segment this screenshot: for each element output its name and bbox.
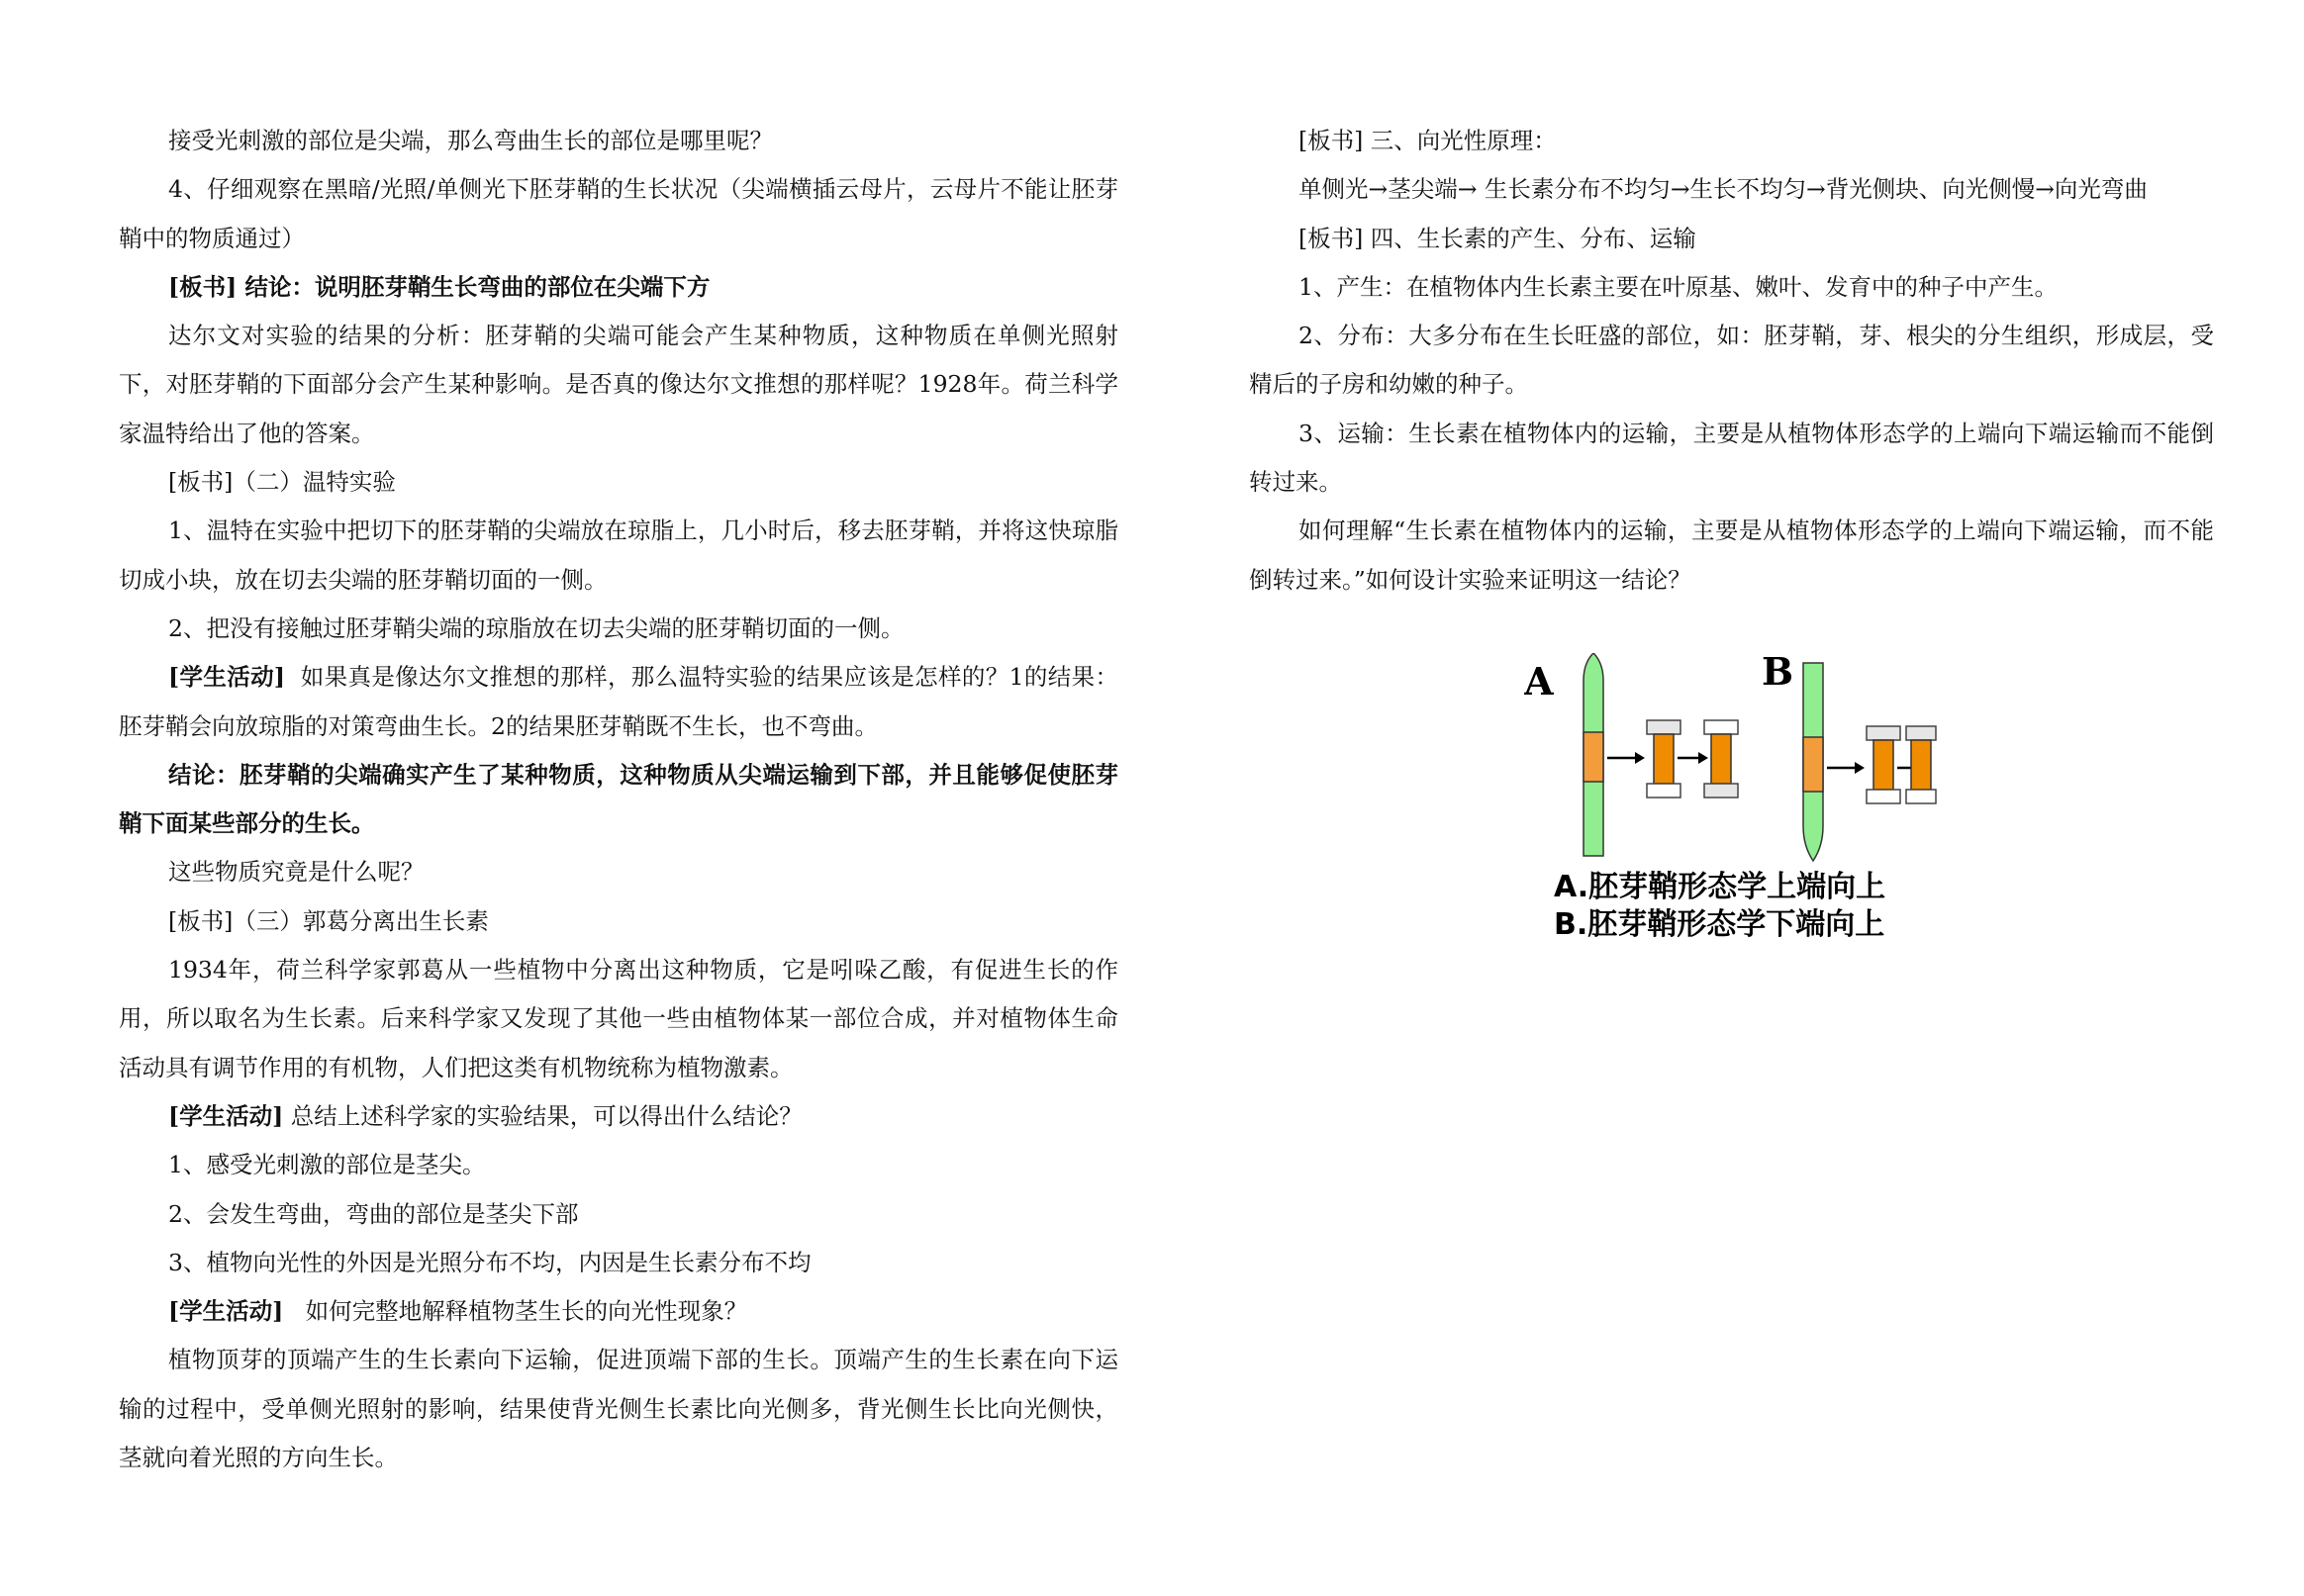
student-activity-paragraph bbox=[119, 1287, 1118, 1336]
label-a: A bbox=[1524, 659, 1554, 704]
conclusion-paragraph: 结论：胚芽鞘的尖端确实产生了某种物质，这种物质从尖端运输到下部，并且能够促使胚芽鞘下面某些部分的生长。 bbox=[119, 760, 1118, 838]
activity-tag: [学生活动] bbox=[168, 1101, 284, 1130]
auxin-transport-figure bbox=[1524, 653, 1940, 950]
right-column bbox=[1249, 117, 2214, 605]
activity-text: 如果真是像达尔文推想的那样，那么温特实验的结果应该是怎样的？1的结果：胚芽鞘会向放琼脂的对策弯曲生长。2的结果胚芽鞘既不生长，也不弯曲。 bbox=[119, 663, 1118, 740]
segment-a bbox=[1584, 732, 1603, 782]
conclusion-text: 结论：说明胚芽鞘生长弯曲的部位在尖端下方 bbox=[244, 272, 711, 301]
paragraph: 3、运输：生长素在植物体内的运输，主要是从植物体形态学的上端向下端运输而不能倒转过来。 bbox=[1249, 419, 2214, 497]
paragraph: 达尔文对实验的结果的分析：胚芽鞘的尖端可能会产生某种物质，这种物质在单侧光照射下，对胚芽鞘的下面部分会产生某种影响。是否真的像达尔文推想的那样呢？1928年。荷兰科学家温特给出了他的答案。 bbox=[119, 322, 1118, 447]
block-b2 bbox=[1911, 740, 1931, 790]
student-activity-paragraph bbox=[119, 1092, 1118, 1141]
block-b1 bbox=[1873, 740, 1893, 790]
paragraph: 2、把没有接触过胚芽鞘尖端的琼脂放在切去尖端的胚芽鞘切面的一侧。 bbox=[168, 613, 905, 642]
label-b: B bbox=[1762, 653, 1794, 694]
conclusion-paragraph bbox=[119, 263, 1118, 312]
agar-top-b1 bbox=[1867, 726, 1900, 740]
caption-b: B.胚芽鞘形态学下端向上 bbox=[1554, 907, 1885, 942]
activity-text: 总结上述科学家的实验结果，可以得出什么结论？ bbox=[290, 1101, 803, 1130]
figure-svg bbox=[1524, 653, 1940, 950]
paragraph: 1、产生：在植物体内生长素主要在叶原基、嫩叶、发育中的种子中产生。 bbox=[1298, 272, 2058, 301]
list-item: 1、感受光刺激的部位是茎尖。 bbox=[168, 1151, 486, 1179]
section-heading: [板书] 四、生长素的产生、分布、运输 bbox=[1298, 224, 1696, 252]
block-a2 bbox=[1711, 734, 1731, 784]
paragraph: 1934年，荷兰科学家郭葛从一些植物中分离出这种物质，它是吲哚乙酸，有促进生长的作用，所以取名为生长素。后来科学家又发现了其他一些由植物体某一部位合成，并对植物体生命活动具有调节作用的有机物，人们把这类有机物统称为植物激素。 bbox=[119, 956, 1118, 1081]
paragraph: 1、温特在实验中把切下的胚芽鞘的尖端放在琼脂上，几小时后，移去胚芽鞘，并将这快琼脂切成小块，放在切去尖端的胚芽鞘切面的一侧。 bbox=[119, 516, 1118, 594]
block-a1 bbox=[1654, 734, 1674, 784]
caption-a: A.胚芽鞘形态学上端向上 bbox=[1554, 870, 1886, 904]
paragraph: 这些物质究竟是什么呢？ bbox=[168, 858, 425, 887]
arrowhead-a1 bbox=[1635, 752, 1645, 764]
section-heading: [板书] 三、向光性原理： bbox=[1298, 127, 1557, 154]
agar-top-a1 bbox=[1647, 720, 1680, 734]
agar-bottom-b1 bbox=[1867, 790, 1900, 803]
section-heading: [板书]（三）郭葛分离出生长素 bbox=[168, 906, 489, 935]
list-item: 2、会发生弯曲，弯曲的部位是茎尖下部 bbox=[168, 1199, 579, 1228]
activity-tag: [学生活动] bbox=[168, 1297, 284, 1326]
paragraph: 2、分布：大多分布在生长旺盛的部位，如：胚芽鞘，芽、根尖的分生组织，形成层，受精后的子房和幼嫩的种子。 bbox=[1249, 322, 2214, 399]
left-column bbox=[119, 117, 1118, 1482]
agar-top-b2 bbox=[1906, 726, 1936, 740]
activity-text: 如何完整地解释植物茎生长的向光性现象？ bbox=[305, 1297, 748, 1326]
student-activity-paragraph bbox=[119, 653, 1118, 751]
paragraph: 植物顶芽的顶端产生的生长素向下运输，促进顶端下部的生长。顶端产生的生长素在向下运输的过程中，受单侧光照射的影响，结果使背光侧生长素比向光侧多，背光侧生长比向光侧快，茎就向着光照的方向生长。 bbox=[119, 1346, 1118, 1472]
paragraph: 接受光刺激的部位是尖端，那么弯曲生长的部位是哪里呢？ bbox=[168, 127, 773, 154]
paragraph: 单侧光→茎尖端→ 生长素分布不均匀→生长不均匀→背光侧块、向光侧慢→向光弯曲 bbox=[1298, 175, 2148, 204]
agar-top-a2 bbox=[1704, 720, 1738, 734]
section-heading: [板书]（二）温特实验 bbox=[168, 468, 396, 497]
agar-bottom-b2 bbox=[1906, 790, 1936, 803]
paragraph: 4、仔细观察在黑暗/光照/单侧光下胚芽鞘的生长状况（尖端横插云母片，云母片不能让胚芽鞘中的物质通过） bbox=[119, 175, 1118, 252]
paragraph: 如何理解“生长素在植物体内的运输，主要是从植物体形态学的上端向下端运输，而不能倒转过来。”如何设计实验来证明这一结论？ bbox=[1249, 516, 2214, 594]
agar-bottom-a2 bbox=[1704, 784, 1738, 798]
board-tag: [板书] bbox=[168, 272, 238, 301]
activity-tag: [学生活动] bbox=[168, 663, 286, 692]
arrowhead-b1 bbox=[1855, 762, 1865, 774]
list-item: 3、植物向光性的外因是光照分布不均，内因是生长素分布不均 bbox=[168, 1248, 812, 1276]
arrowhead-a2 bbox=[1698, 752, 1708, 764]
segment-b bbox=[1803, 737, 1823, 792]
agar-bottom-a1 bbox=[1647, 784, 1680, 798]
